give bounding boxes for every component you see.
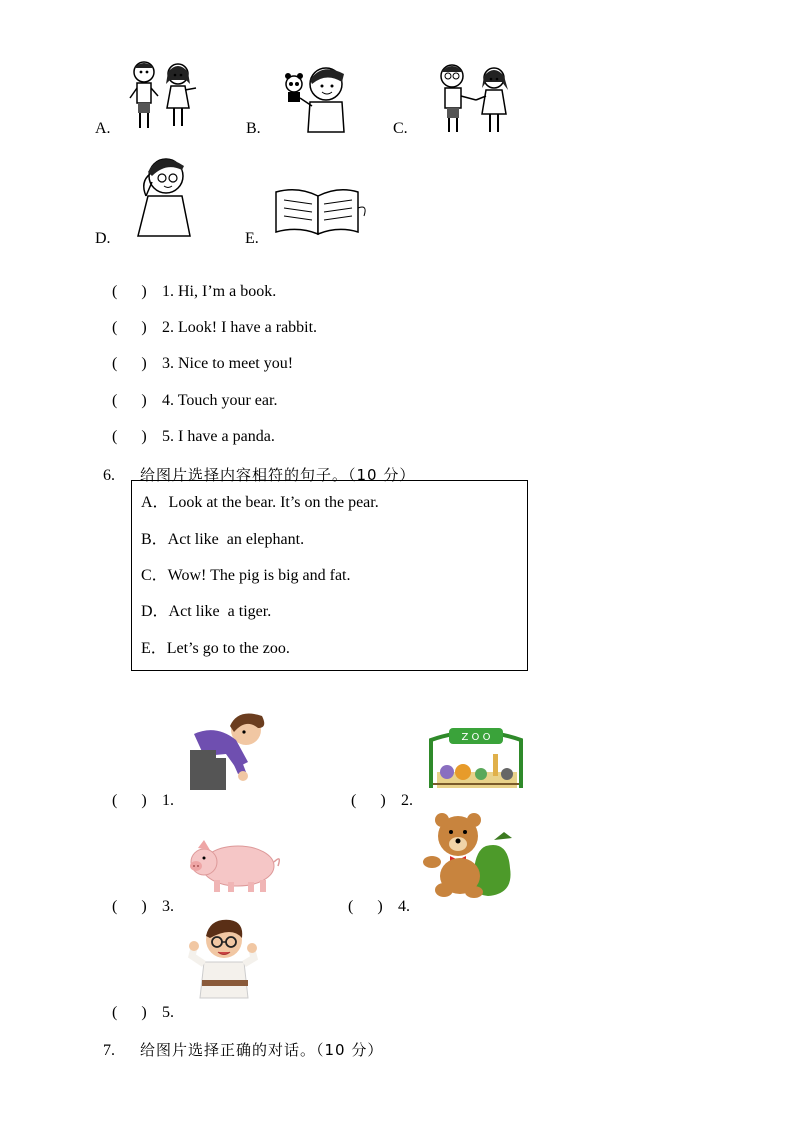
option-text: D．Act like a tiger. [141, 603, 272, 620]
sentence-number: 4. [162, 392, 174, 409]
question-number: 6. [103, 467, 115, 484]
item-number: 2. [401, 792, 413, 809]
option-text: B．Act like an elephant. [141, 531, 305, 548]
sentence-text: Nice to meet you! [178, 355, 294, 372]
pig-picture [188, 836, 282, 894]
sentence-row [104, 337, 293, 373]
item-number: 4. [398, 898, 410, 915]
q6-item-1 [104, 774, 174, 810]
sentence-row [104, 410, 275, 446]
sentence-text: Touch your ear. [177, 392, 278, 409]
answer-blank[interactable]: ( ) [112, 1004, 147, 1021]
options-box [131, 480, 528, 671]
option-d-picture [130, 152, 196, 238]
option-b-label: B. [246, 120, 261, 137]
bear-and-pear-picture [422, 810, 518, 898]
item-number: 5. [162, 1004, 174, 1021]
option-c-picture [436, 62, 516, 134]
sentence-number: 2. [162, 319, 174, 336]
answer-blank[interactable]: ( ) [112, 898, 147, 915]
option-e-label: E. [245, 230, 259, 247]
sentence-text: I have a panda. [178, 428, 275, 445]
option-e-picture [272, 184, 368, 242]
q6-item-2 [343, 774, 413, 810]
answer-blank[interactable]: ( ) [112, 283, 147, 300]
answer-blank[interactable]: ( ) [112, 428, 147, 445]
sentence-text: Hi, I’m a book. [178, 283, 277, 300]
sentence-text: Look! I have a rabbit. [178, 319, 318, 336]
item-number: 3. [162, 898, 174, 915]
item-number: 1. [162, 792, 174, 809]
q6-item-5 [104, 986, 174, 1022]
option-text: E．Let’s go to the zoo. [141, 640, 290, 657]
option-a-picture [128, 58, 204, 132]
option-text: A．Look at the bear. It’s on the pear. [141, 494, 379, 511]
sentence-row [104, 265, 276, 301]
question-number: 7. [103, 1042, 115, 1059]
answer-blank[interactable]: ( ) [112, 355, 147, 372]
question-7-heading [95, 1021, 383, 1060]
option-a-label: A. [95, 120, 111, 137]
question-title: 给图片选择正确的对话。（10 分） [140, 1041, 384, 1059]
boy-bending-picture [186, 706, 272, 790]
answer-blank[interactable]: ( ) [348, 898, 383, 915]
sentence-number: 5. [162, 428, 174, 445]
zoo-sign-text: Z O O [461, 732, 491, 743]
zoo-gate-picture [429, 726, 523, 790]
answer-blank[interactable]: ( ) [112, 319, 147, 336]
question-title: 给图片选择内容相符的句子。（10 分） [140, 466, 416, 484]
sentence-number: 1. [162, 283, 174, 300]
q6-item-3 [104, 880, 174, 916]
boy-tiger-pose-picture [186, 914, 260, 1002]
sentence-row [104, 301, 317, 337]
sentence-number: 3. [162, 355, 174, 372]
answer-blank[interactable]: ( ) [112, 392, 147, 409]
option-text: C．Wow! The pig is big and fat. [141, 567, 351, 584]
sentence-row [104, 374, 277, 410]
option-d-label: D. [95, 230, 111, 247]
option-c-label: C. [393, 120, 408, 137]
answer-blank[interactable]: ( ) [112, 792, 147, 809]
option-b-picture [282, 62, 354, 134]
answer-blank[interactable]: ( ) [351, 792, 386, 809]
q6-item-4 [340, 880, 410, 916]
